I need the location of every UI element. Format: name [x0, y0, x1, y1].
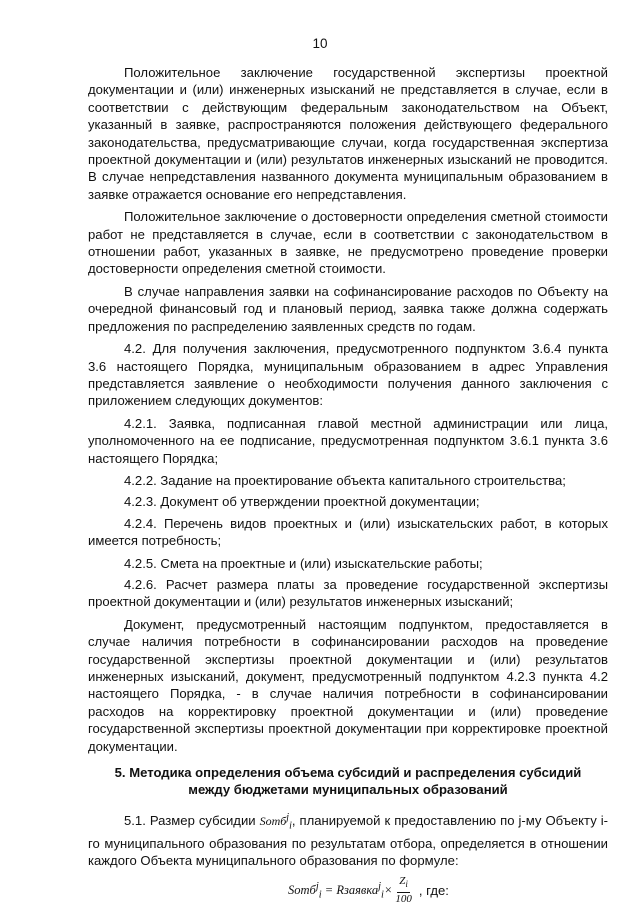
section-title-line-2: между бюджетами муниципальных образований: [188, 782, 508, 798]
paragraph-5-1: [88, 809, 608, 870]
paragraph-5-1-lead: 5.1. Размер субсидии: [124, 812, 256, 828]
formula-numerator: $Z_i$: [397, 875, 410, 892]
paragraph-document-note: Документ, предусмотренный настоящим подпунктом, предоставляется в случае наличия потребности в софинансировании расходов на проведение государственной экспертизы проектной документации и (или) результатов инженерных изысканий, документ, предусмотренный подпунктом 4.2.3 пункта 4.2 настоящего Порядка, - в случае наличия потребности в софинансировании расходов на корректировку проектной документации и (или) проведение государственной экспертизы проектной документации при корректировке проектной документации.: [88, 616, 608, 754]
paragraph-4-2-3: 4.2.3. Документ об утверждении проектной документации;: [124, 494, 480, 510]
formula-lhs: Sоmб$^j_i$: [288, 880, 322, 901]
formula-tail: , где:: [418, 882, 449, 898]
subsidy-formula: [88, 875, 608, 905]
paragraph-4-2: 4.2. Для получения заключения, предусмотренного подпунктом 3.6.4 пункта 3.6 настоящего Порядка, муниципальным образованием в адрес Управления представляется заявление о необходимости получения данного заключения с приложением следующих документов:: [88, 341, 608, 409]
section-title: [88, 764, 608, 799]
page-number: 10: [312, 36, 328, 51]
formula-equals: =: [321, 882, 337, 897]
paragraph-4-2-4: 4.2.4. Перечень видов проектных и (или) изыскательских работ, в которых имеется потребность;: [88, 515, 608, 549]
paragraph-4-2-6: 4.2.6. Расчет размера платы за проведение государственной экспертизы проектной документации и (или) результатов инженерных изысканий;: [88, 576, 608, 610]
paragraph-expertise-not-required: Положительное заключение государственной экспертизы проектной документации и (или) инженерных изысканий не представляется в случае, если в соответствии с действующим федеральным законодательством на Объект, указанный в заявке, распространяются положения действующего федерального законодательства, предусматривающие случаи, когда государственная экспертиза проектной документации и (или) результатов инженерных изысканий не проводится. В случае непредставления названного документа муниципальным образованием в заявке отражается основание его непредставления.: [88, 65, 608, 202]
paragraph-4-2-1: 4.2.1. Заявка, подписанная главой местной администрации или лица, уполномоченного на ее подписание, предусмотренная подпунктом 3.6.1 пункта 3.6 настоящего Порядка;: [88, 415, 608, 466]
section-title-line-1: 5. Методика определения объема субсидий и распределения субсидий: [114, 765, 582, 781]
paragraph-financial-year: В случае направления заявки на софинансирование расходов по Объекту на очередной финансовый год и плановый период, заявка также должна содержать предложения по распределению заявленных средств по годам.: [88, 283, 608, 334]
paragraph-cost-verification: Положительное заключение о достоверности определения сметной стоимости работ не представляется в случае, если в соответствии с законодательством в отношении работ, указанных в заявке, не предусмотрено проведение проверки достоверности определения сметной стоимости.: [88, 209, 608, 277]
paragraph-5-1-rest: , планируемой к предоставлению по j-му Объекту i-го муниципального образования по результатам отбора, определяется в отношении каждого Объекта муниципального образования по формуле:: [88, 812, 609, 869]
formula-rhs: Rзаявка$^j_i$: [336, 880, 384, 901]
formula-fraction: [395, 875, 412, 905]
paragraph-4-2-2: 4.2.2. Задание на проектирование объекта капитального строительства;: [124, 472, 566, 488]
subsidy-symbol: Sоmб$^j_i$: [259, 811, 292, 832]
formula-denominator: 100: [395, 892, 412, 905]
paragraph-4-2-5: 4.2.5. Смета на проектные и (или) изыскательские работы;: [124, 555, 483, 571]
formula-times-sign: ×: [383, 882, 393, 897]
document-body: [88, 64, 608, 906]
